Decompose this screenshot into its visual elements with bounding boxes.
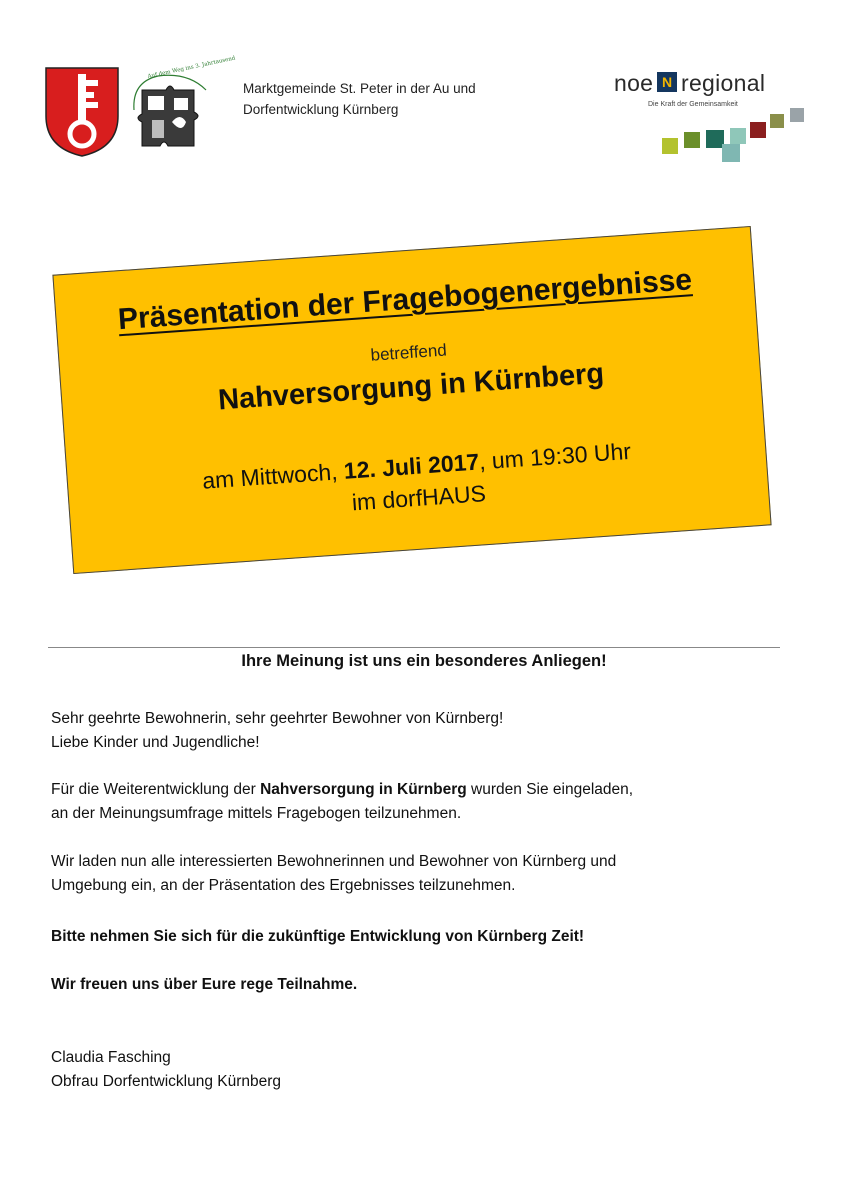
noe-logo-word-left: noe <box>614 70 654 96</box>
invitation-line-1 <box>51 778 791 802</box>
closing-line: Wir freuen uns über Eure rege Teilnahme. <box>51 976 358 993</box>
greeting-paragraph <box>51 707 791 755</box>
invitation-line-2: an der Meinungsumfrage mittels Fragebogen teilzunehmen. <box>51 805 462 822</box>
presentation-line-2: Umgebung ein, an der Präsentation des Ergebnisses teilzunehmen. <box>51 877 516 894</box>
banner-place: im dorfHAUS <box>350 480 487 516</box>
invitation-paragraph <box>51 778 791 826</box>
greeting-line-2: Liebe Kinder und Jugendliche! <box>51 734 260 751</box>
organizer-line-2: Dorfentwicklung Kürnberg <box>243 102 399 117</box>
noe-logo-word-right: regional <box>681 70 766 96</box>
coat-of-arms-logo <box>44 66 120 158</box>
presentation-paragraph <box>51 850 791 898</box>
banner-title: Präsentation der Fragebogenergebnisse <box>116 263 694 337</box>
date-suffix: , um 19:30 Uhr <box>478 437 632 475</box>
date-bold: 12. Juli 2017 <box>342 448 480 484</box>
greeting-line-1: Sehr geehrte Bewohnerin, sehr geehrter Bewohner von Kürnberg! <box>51 710 504 727</box>
puzzle-logo-text: Auf dem Weg ins 3. Jahrtausend <box>147 55 236 80</box>
signature-name: Claudia Fasching <box>51 1049 171 1066</box>
p2-bold: Nahversorgung in Kürnberg <box>260 781 467 798</box>
noe-logo-tagline: Die Kraft der Gemeinsamkeit <box>648 101 738 108</box>
divider-line <box>48 647 780 648</box>
signature-role: Obfrau Dorfentwicklung Kürnberg <box>51 1073 282 1090</box>
noe-regional-logo <box>614 70 814 162</box>
date-prefix: am Mittwoch, <box>201 457 345 494</box>
banner-topic: Nahversorgung in Kürnberg <box>217 357 606 417</box>
event-banner <box>52 226 771 574</box>
section-heading: Ihre Meinung ist uns ein besonderes Anliegen! <box>241 652 607 670</box>
organizer-line-1: Marktgemeinde St. Peter in der Au und <box>243 81 476 96</box>
signature-block <box>51 1046 791 1094</box>
colored-squares-graphic <box>658 102 818 164</box>
presentation-line-1: Wir laden nun alle interessierten Bewohnerinnen und Bewohner von Kürnberg und <box>51 853 617 870</box>
call-to-action: Bitte nehmen Sie sich für die zukünftige Entwicklung von Kürnberg Zeit! <box>51 928 585 945</box>
p2-suffix: wurden Sie eingeladen, <box>466 781 634 798</box>
noe-logo-badge: N <box>657 72 677 92</box>
p2-prefix: Für die Weiterentwicklung der <box>51 781 261 798</box>
organizer-text <box>243 78 476 120</box>
banner-subtitle: betreffend <box>369 340 448 365</box>
dorfentwicklung-puzzle-logo <box>128 55 236 156</box>
